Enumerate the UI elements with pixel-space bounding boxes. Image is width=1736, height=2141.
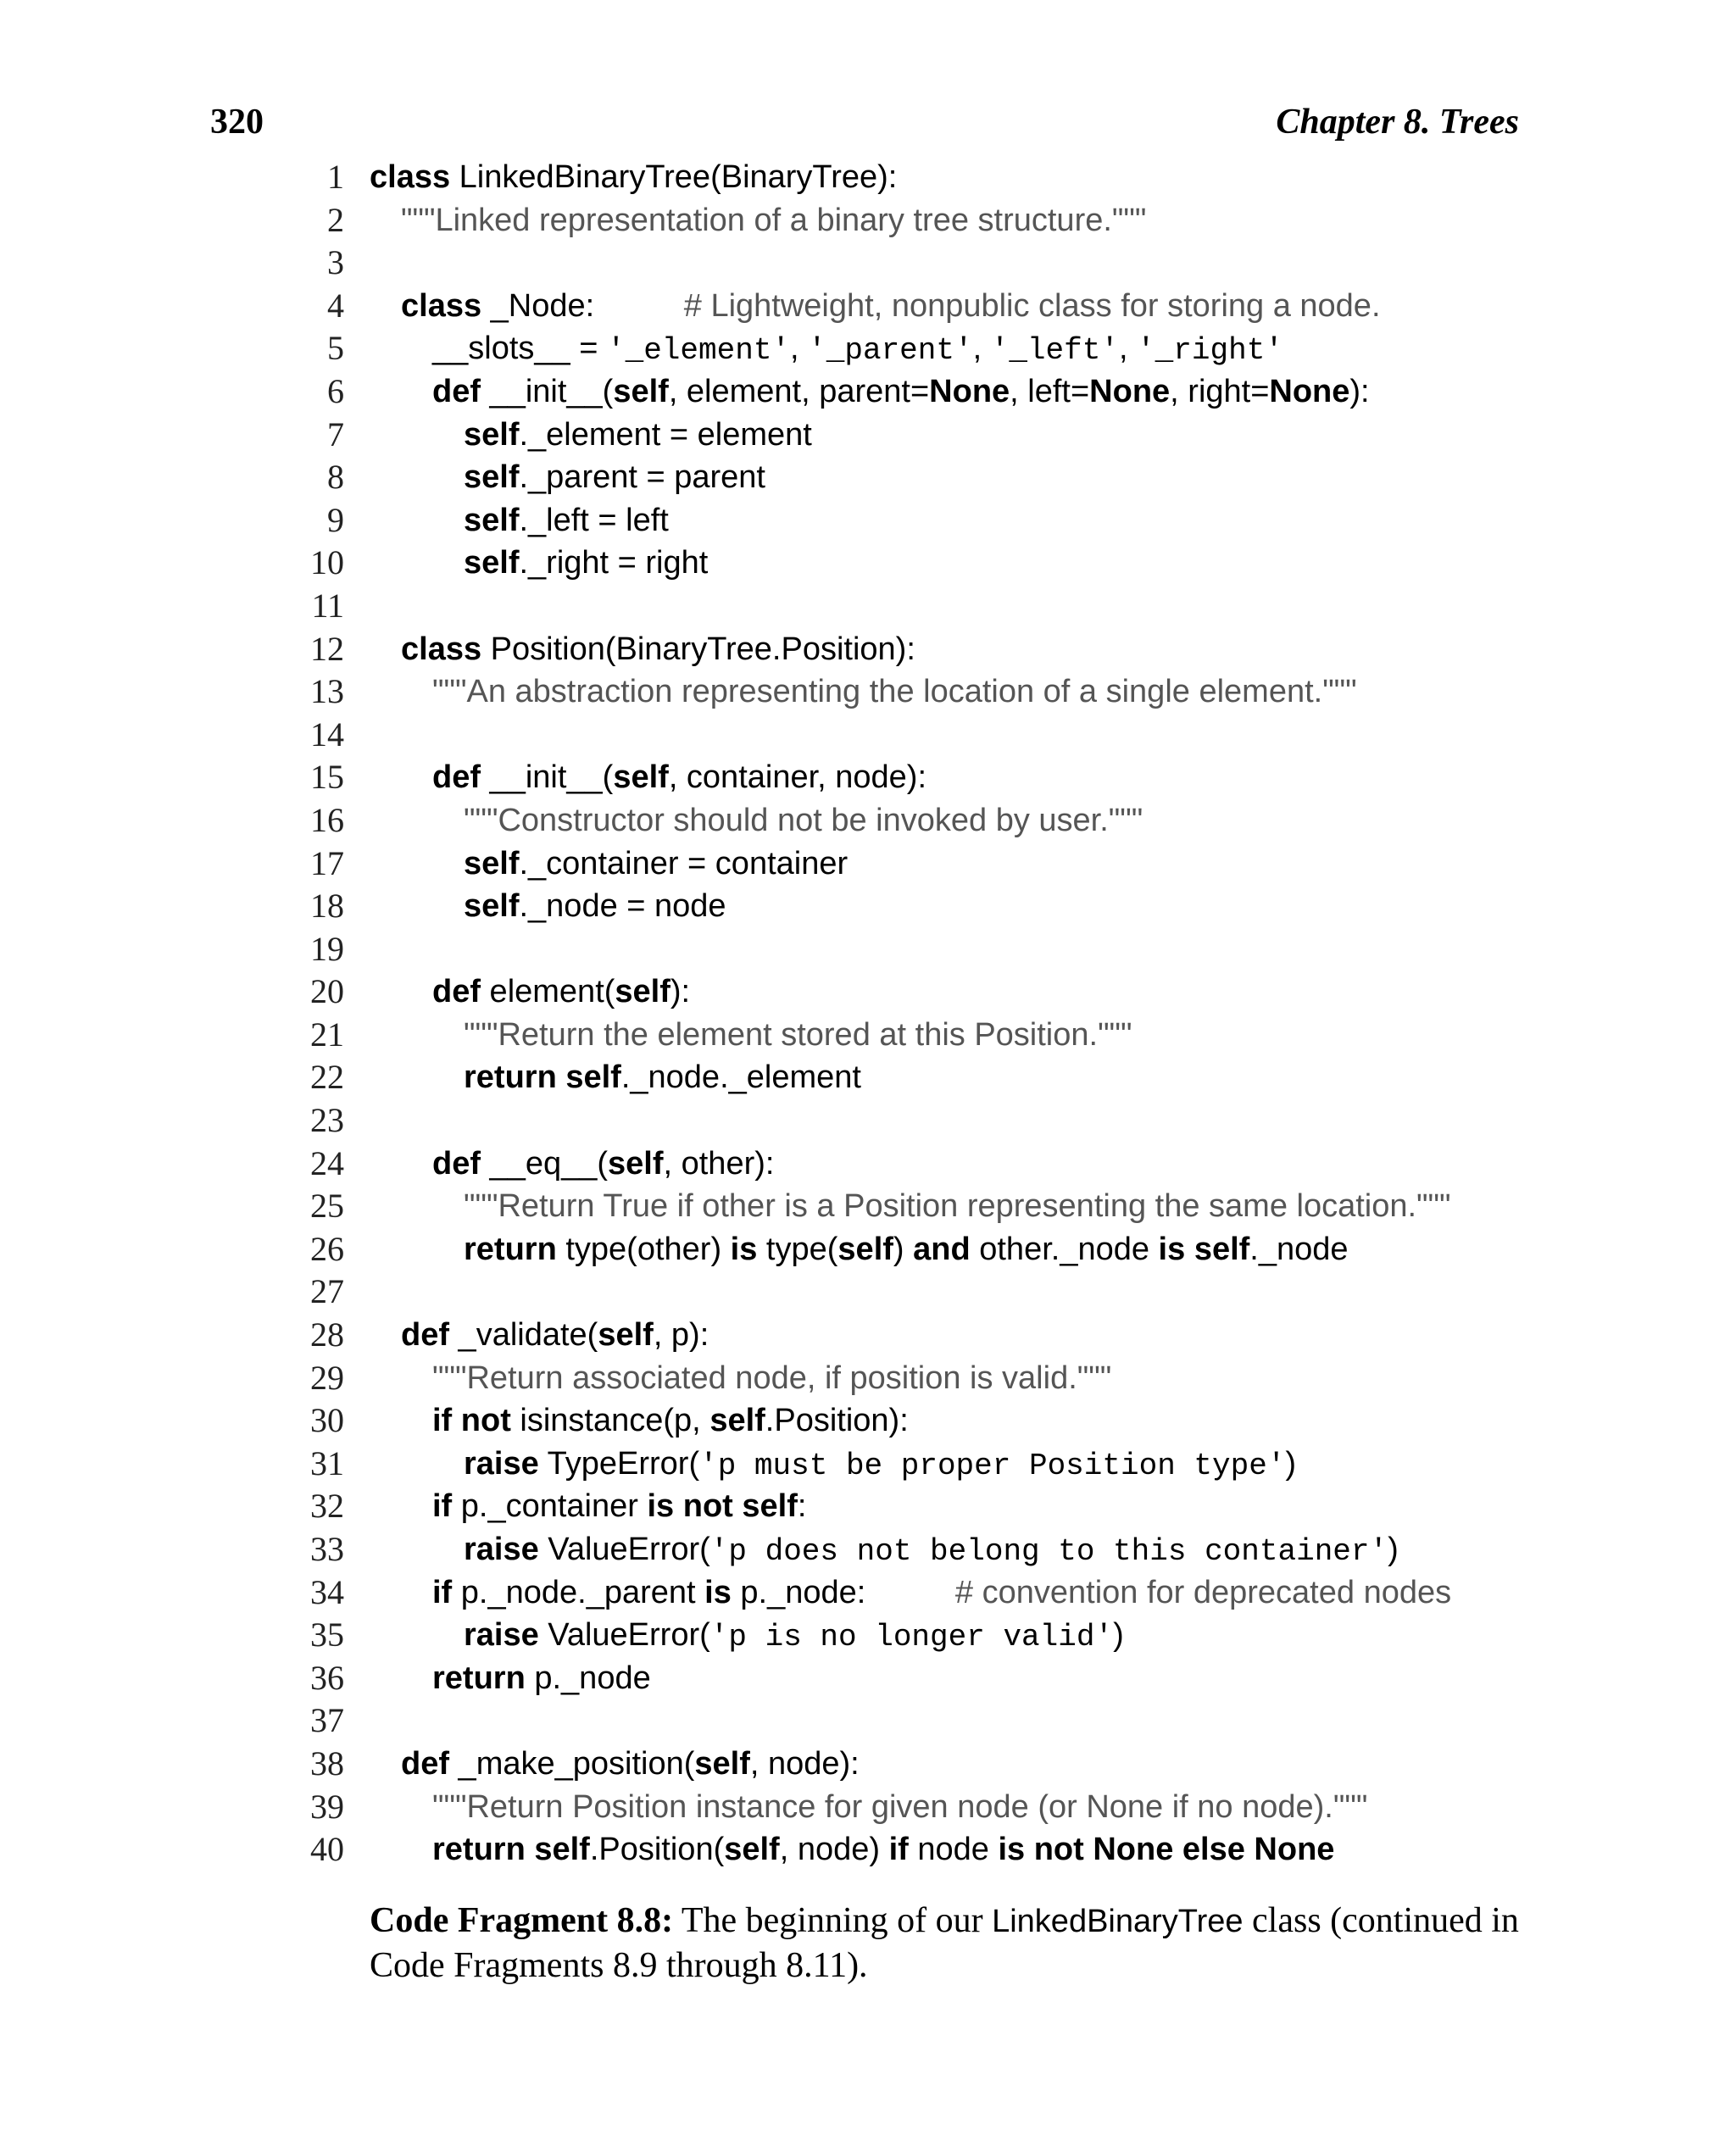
code-token: __eq__( — [481, 1145, 609, 1182]
keyword: self — [464, 459, 520, 496]
code-text — [464, 1614, 1124, 1660]
code-token: p._node: — [731, 1574, 866, 1610]
code-token: type( — [757, 1231, 838, 1267]
code-token: _Node: — [481, 287, 595, 324]
code-token: : — [797, 1488, 807, 1525]
line-number: 14 — [310, 715, 344, 754]
line-number: 3 — [327, 243, 344, 282]
code-line — [288, 1399, 1560, 1443]
code-line — [288, 1228, 1560, 1271]
code-token: _make_position( — [449, 1745, 695, 1782]
code-text — [464, 842, 848, 886]
line-number: 25 — [310, 1187, 344, 1226]
string-literal: 'p does not belong to this container' — [709, 1534, 1388, 1569]
docstring: """Return True if other is a Position representing the same location.""" — [464, 1188, 1451, 1225]
code-text — [432, 970, 690, 1014]
line-number: 5 — [327, 329, 344, 368]
code-text — [401, 1314, 709, 1357]
keyword: self — [613, 759, 669, 796]
line-number: 20 — [310, 972, 344, 1011]
code-text — [464, 1443, 1296, 1488]
keyword: self — [464, 845, 520, 881]
code-token: , element, parent= — [668, 373, 930, 409]
code-line — [288, 1014, 1560, 1057]
code-line — [288, 1357, 1560, 1400]
keyword: is — [704, 1574, 732, 1610]
code-line — [288, 1786, 1560, 1829]
code-line — [288, 1143, 1560, 1186]
comment: # Lightweight, nonpublic class for storing a node. — [594, 287, 1381, 324]
keyword: None — [929, 373, 1010, 409]
code-line — [288, 1271, 1560, 1314]
code-token: , left= — [1010, 373, 1090, 409]
code-text — [464, 1228, 1349, 1271]
line-number: 15 — [310, 758, 344, 797]
code-text — [464, 799, 1143, 842]
code-token: ) — [893, 1231, 914, 1267]
code-line — [288, 1528, 1560, 1571]
code-token: Position(BinaryTree.Position): — [481, 631, 915, 667]
code-token: ): — [670, 974, 691, 1010]
code-text — [401, 285, 1381, 328]
keyword: if — [888, 1832, 909, 1868]
code-token: ._container = container — [519, 845, 849, 881]
line-number: 12 — [310, 629, 344, 668]
keyword: def — [432, 974, 481, 1010]
code-line — [288, 1443, 1560, 1486]
code-token: , container, node): — [668, 759, 927, 796]
code-line — [288, 327, 1560, 370]
code-line — [288, 499, 1560, 542]
line-number: 29 — [310, 1358, 344, 1397]
code-line — [288, 285, 1560, 328]
code-text — [464, 456, 765, 499]
keyword: if not — [432, 1403, 511, 1439]
line-number: 39 — [310, 1787, 344, 1826]
code-line — [288, 970, 1560, 1014]
code-line — [288, 370, 1560, 414]
keyword: self — [615, 974, 670, 1010]
code-token: TypeError( — [538, 1445, 700, 1482]
code-text — [464, 1528, 1399, 1574]
docstring: """Return the element stored at this Position.""" — [464, 1016, 1132, 1053]
code-text — [432, 1828, 1334, 1871]
line-number: 23 — [310, 1101, 344, 1140]
code-token: ) — [1285, 1445, 1297, 1482]
line-number: 32 — [310, 1487, 344, 1526]
code-text — [464, 1056, 861, 1099]
keyword: None — [1269, 373, 1350, 409]
code-line — [288, 542, 1560, 585]
line-number: 10 — [310, 543, 344, 582]
keyword: is — [1158, 1231, 1186, 1267]
keyword: self — [608, 1145, 664, 1182]
code-token: __slots__ = — [432, 331, 607, 367]
code-line — [288, 1571, 1560, 1615]
caption-text-after: class (continued in Code Fragments 8.9 through 8.11). — [370, 1901, 1519, 1985]
code-line — [288, 714, 1560, 757]
code-line — [288, 756, 1560, 799]
keyword: raise — [464, 1532, 539, 1567]
code-line — [288, 1485, 1560, 1528]
code-text — [464, 414, 812, 457]
code-token: , right= — [1170, 373, 1270, 409]
code-token: ) — [1113, 1617, 1124, 1654]
code-token: , node) — [779, 1832, 889, 1868]
keyword: self — [709, 1403, 765, 1439]
string-literal: '_left' — [990, 333, 1119, 369]
code-token: , — [790, 331, 809, 367]
code-token: node — [908, 1832, 999, 1868]
code-text — [432, 1357, 1111, 1400]
line-number: 18 — [310, 887, 344, 926]
code-token: _validate( — [449, 1317, 598, 1354]
keyword: self — [724, 1832, 780, 1868]
line-number: 6 — [327, 371, 344, 410]
code-line — [288, 928, 1560, 971]
line-number: 8 — [327, 458, 344, 497]
docstring: """Return associated node, if position is valid.""" — [432, 1360, 1112, 1396]
code-text — [432, 1571, 1451, 1615]
keyword: def — [401, 1317, 449, 1354]
keyword: self — [464, 416, 520, 453]
line-number: 34 — [310, 1572, 344, 1611]
chapter-title: Chapter 8. Trees — [1276, 103, 1519, 142]
docstring: """Constructor should not be invoked by user.""" — [464, 802, 1143, 838]
comment: # convention for deprecated nodes — [865, 1574, 1452, 1610]
code-text — [432, 756, 926, 799]
keyword: is — [730, 1231, 758, 1267]
keyword: self — [565, 1059, 621, 1096]
keyword: self — [464, 502, 520, 538]
keyword: if — [432, 1488, 453, 1525]
code-token: p._node — [525, 1660, 651, 1696]
string-literal: 'p must be proper Position type' — [699, 1448, 1286, 1483]
keyword: and — [913, 1231, 971, 1267]
docstring: """Linked representation of a binary tree structure.""" — [401, 202, 1147, 238]
line-number: 28 — [310, 1315, 344, 1354]
string-literal: '_right' — [1137, 333, 1283, 369]
code-token: p._node._parent — [452, 1574, 705, 1610]
code-line — [288, 1828, 1560, 1871]
line-number: 38 — [310, 1743, 344, 1782]
line-number: 40 — [310, 1830, 344, 1869]
code-line — [288, 885, 1560, 928]
code-listing — [288, 156, 1560, 1871]
line-number: 11 — [311, 586, 344, 625]
code-line — [288, 156, 1560, 199]
code-text — [464, 542, 708, 585]
code-line — [288, 842, 1560, 886]
line-number: 4 — [327, 286, 344, 325]
line-number: 24 — [310, 1143, 344, 1182]
keyword: is not self — [647, 1488, 798, 1525]
code-token: isinstance(p, — [510, 1403, 710, 1439]
caption-text-before: The beginning of our — [673, 1901, 993, 1940]
line-number: 26 — [310, 1229, 344, 1268]
code-token: .Position( — [589, 1832, 725, 1868]
keyword: is not None else None — [998, 1832, 1335, 1868]
code-token: ): — [1349, 373, 1370, 409]
keyword: self — [837, 1231, 893, 1267]
code-line — [288, 199, 1560, 242]
docstring: """An abstraction representing the location of a single element.""" — [432, 674, 1357, 710]
code-token: LinkedBinaryTree(BinaryTree): — [450, 159, 898, 195]
code-text — [370, 156, 897, 199]
code-token: , — [972, 331, 991, 367]
code-token — [557, 1059, 566, 1095]
code-token: other._node — [970, 1231, 1159, 1267]
code-token: type(other) — [556, 1231, 731, 1267]
line-number: 36 — [310, 1658, 344, 1697]
string-literal: '_parent' — [808, 333, 973, 369]
page-header — [210, 95, 1519, 146]
line-number: 37 — [310, 1701, 344, 1740]
keyword: None — [1089, 373, 1171, 409]
code-line — [288, 1314, 1560, 1357]
code-line — [288, 799, 1560, 842]
code-text — [464, 1185, 1451, 1228]
code-token: , — [1118, 331, 1138, 367]
code-text — [432, 1786, 1367, 1829]
caption-label: Code Fragment 8.8: — [370, 1901, 674, 1940]
code-text — [432, 1657, 651, 1700]
code-line — [288, 670, 1560, 714]
code-text — [401, 199, 1146, 242]
code-text — [432, 370, 1370, 414]
code-text — [432, 1485, 806, 1528]
code-line — [288, 456, 1560, 499]
keyword: def — [401, 1745, 449, 1782]
code-token: ._right = right — [519, 545, 709, 581]
code-line — [288, 1743, 1560, 1786]
code-token: __init__( — [481, 759, 614, 796]
keyword: return — [432, 1660, 526, 1696]
code-token: ._node — [1249, 1231, 1349, 1267]
code-line — [288, 1185, 1560, 1228]
keyword: self — [598, 1317, 654, 1354]
code-text — [464, 885, 726, 928]
code-token: , p): — [653, 1317, 709, 1354]
keyword: self — [1194, 1231, 1250, 1267]
keyword: raise — [464, 1445, 539, 1482]
code-token: ._element = element — [519, 416, 812, 453]
code-token: ._left = left — [519, 502, 669, 538]
code-token: ValueError( — [538, 1617, 710, 1654]
code-line — [288, 1657, 1560, 1700]
code-text — [401, 1743, 860, 1786]
code-line — [288, 1056, 1560, 1099]
code-caption — [370, 1899, 1519, 1988]
line-number: 19 — [310, 929, 344, 968]
code-line — [288, 1614, 1560, 1657]
line-number: 21 — [310, 1015, 344, 1054]
code-line — [288, 242, 1560, 285]
keyword: if — [432, 1574, 453, 1610]
keyword: def — [432, 373, 481, 409]
code-text — [464, 499, 669, 542]
line-number: 2 — [327, 200, 344, 239]
keyword: class — [370, 159, 451, 195]
code-line — [288, 414, 1560, 457]
code-token: , other): — [663, 1145, 775, 1182]
code-token: p._container — [452, 1488, 648, 1525]
code-text — [432, 1399, 909, 1443]
docstring: """Return Position instance for given node (or None if no node).""" — [432, 1788, 1368, 1825]
keyword: def — [432, 1145, 481, 1182]
line-number: 27 — [310, 1272, 344, 1311]
keyword: self — [464, 888, 520, 925]
keyword: def — [432, 759, 481, 796]
code-token: ._node._element — [620, 1059, 861, 1096]
keyword: self — [694, 1745, 750, 1782]
code-token — [1185, 1232, 1194, 1267]
code-token: ._node = node — [519, 888, 726, 925]
keyword: raise — [464, 1617, 539, 1654]
code-line — [288, 1699, 1560, 1743]
line-number: 17 — [310, 843, 344, 882]
line-number: 35 — [310, 1615, 344, 1654]
line-number: 33 — [310, 1530, 344, 1568]
code-text — [464, 1014, 1132, 1057]
code-text — [432, 670, 1357, 714]
keyword: return — [464, 1231, 557, 1267]
keyword: class — [401, 631, 482, 667]
keyword: return — [464, 1059, 557, 1096]
code-line — [288, 628, 1560, 671]
keyword: self — [464, 545, 520, 581]
code-text — [432, 1143, 774, 1186]
string-literal: 'p is no longer valid' — [709, 1620, 1114, 1655]
code-token: ._parent = parent — [519, 459, 765, 496]
code-token: , node): — [749, 1745, 860, 1782]
code-line — [288, 1099, 1560, 1143]
line-number: 16 — [310, 800, 344, 839]
line-number: 31 — [310, 1443, 344, 1482]
keyword: class — [401, 287, 482, 324]
keyword: self — [613, 373, 669, 409]
line-number: 9 — [327, 500, 344, 539]
code-token: ) — [1388, 1532, 1399, 1567]
line-number: 13 — [310, 672, 344, 711]
code-text — [401, 628, 915, 671]
line-number: 1 — [327, 158, 344, 196]
code-text — [432, 327, 1283, 373]
keyword: return self — [432, 1832, 590, 1868]
code-token: element( — [481, 974, 615, 1010]
caption-class-name: LinkedBinaryTree — [992, 1904, 1244, 1939]
code-token: ValueError( — [538, 1532, 710, 1567]
line-number: 30 — [310, 1401, 344, 1440]
code-token: .Position): — [765, 1403, 909, 1439]
page-number: 320 — [210, 103, 264, 142]
line-number: 7 — [327, 414, 344, 453]
string-literal: '_element' — [606, 333, 791, 369]
line-number: 22 — [310, 1058, 344, 1097]
code-token: __init__( — [481, 373, 614, 409]
code-line — [288, 585, 1560, 628]
